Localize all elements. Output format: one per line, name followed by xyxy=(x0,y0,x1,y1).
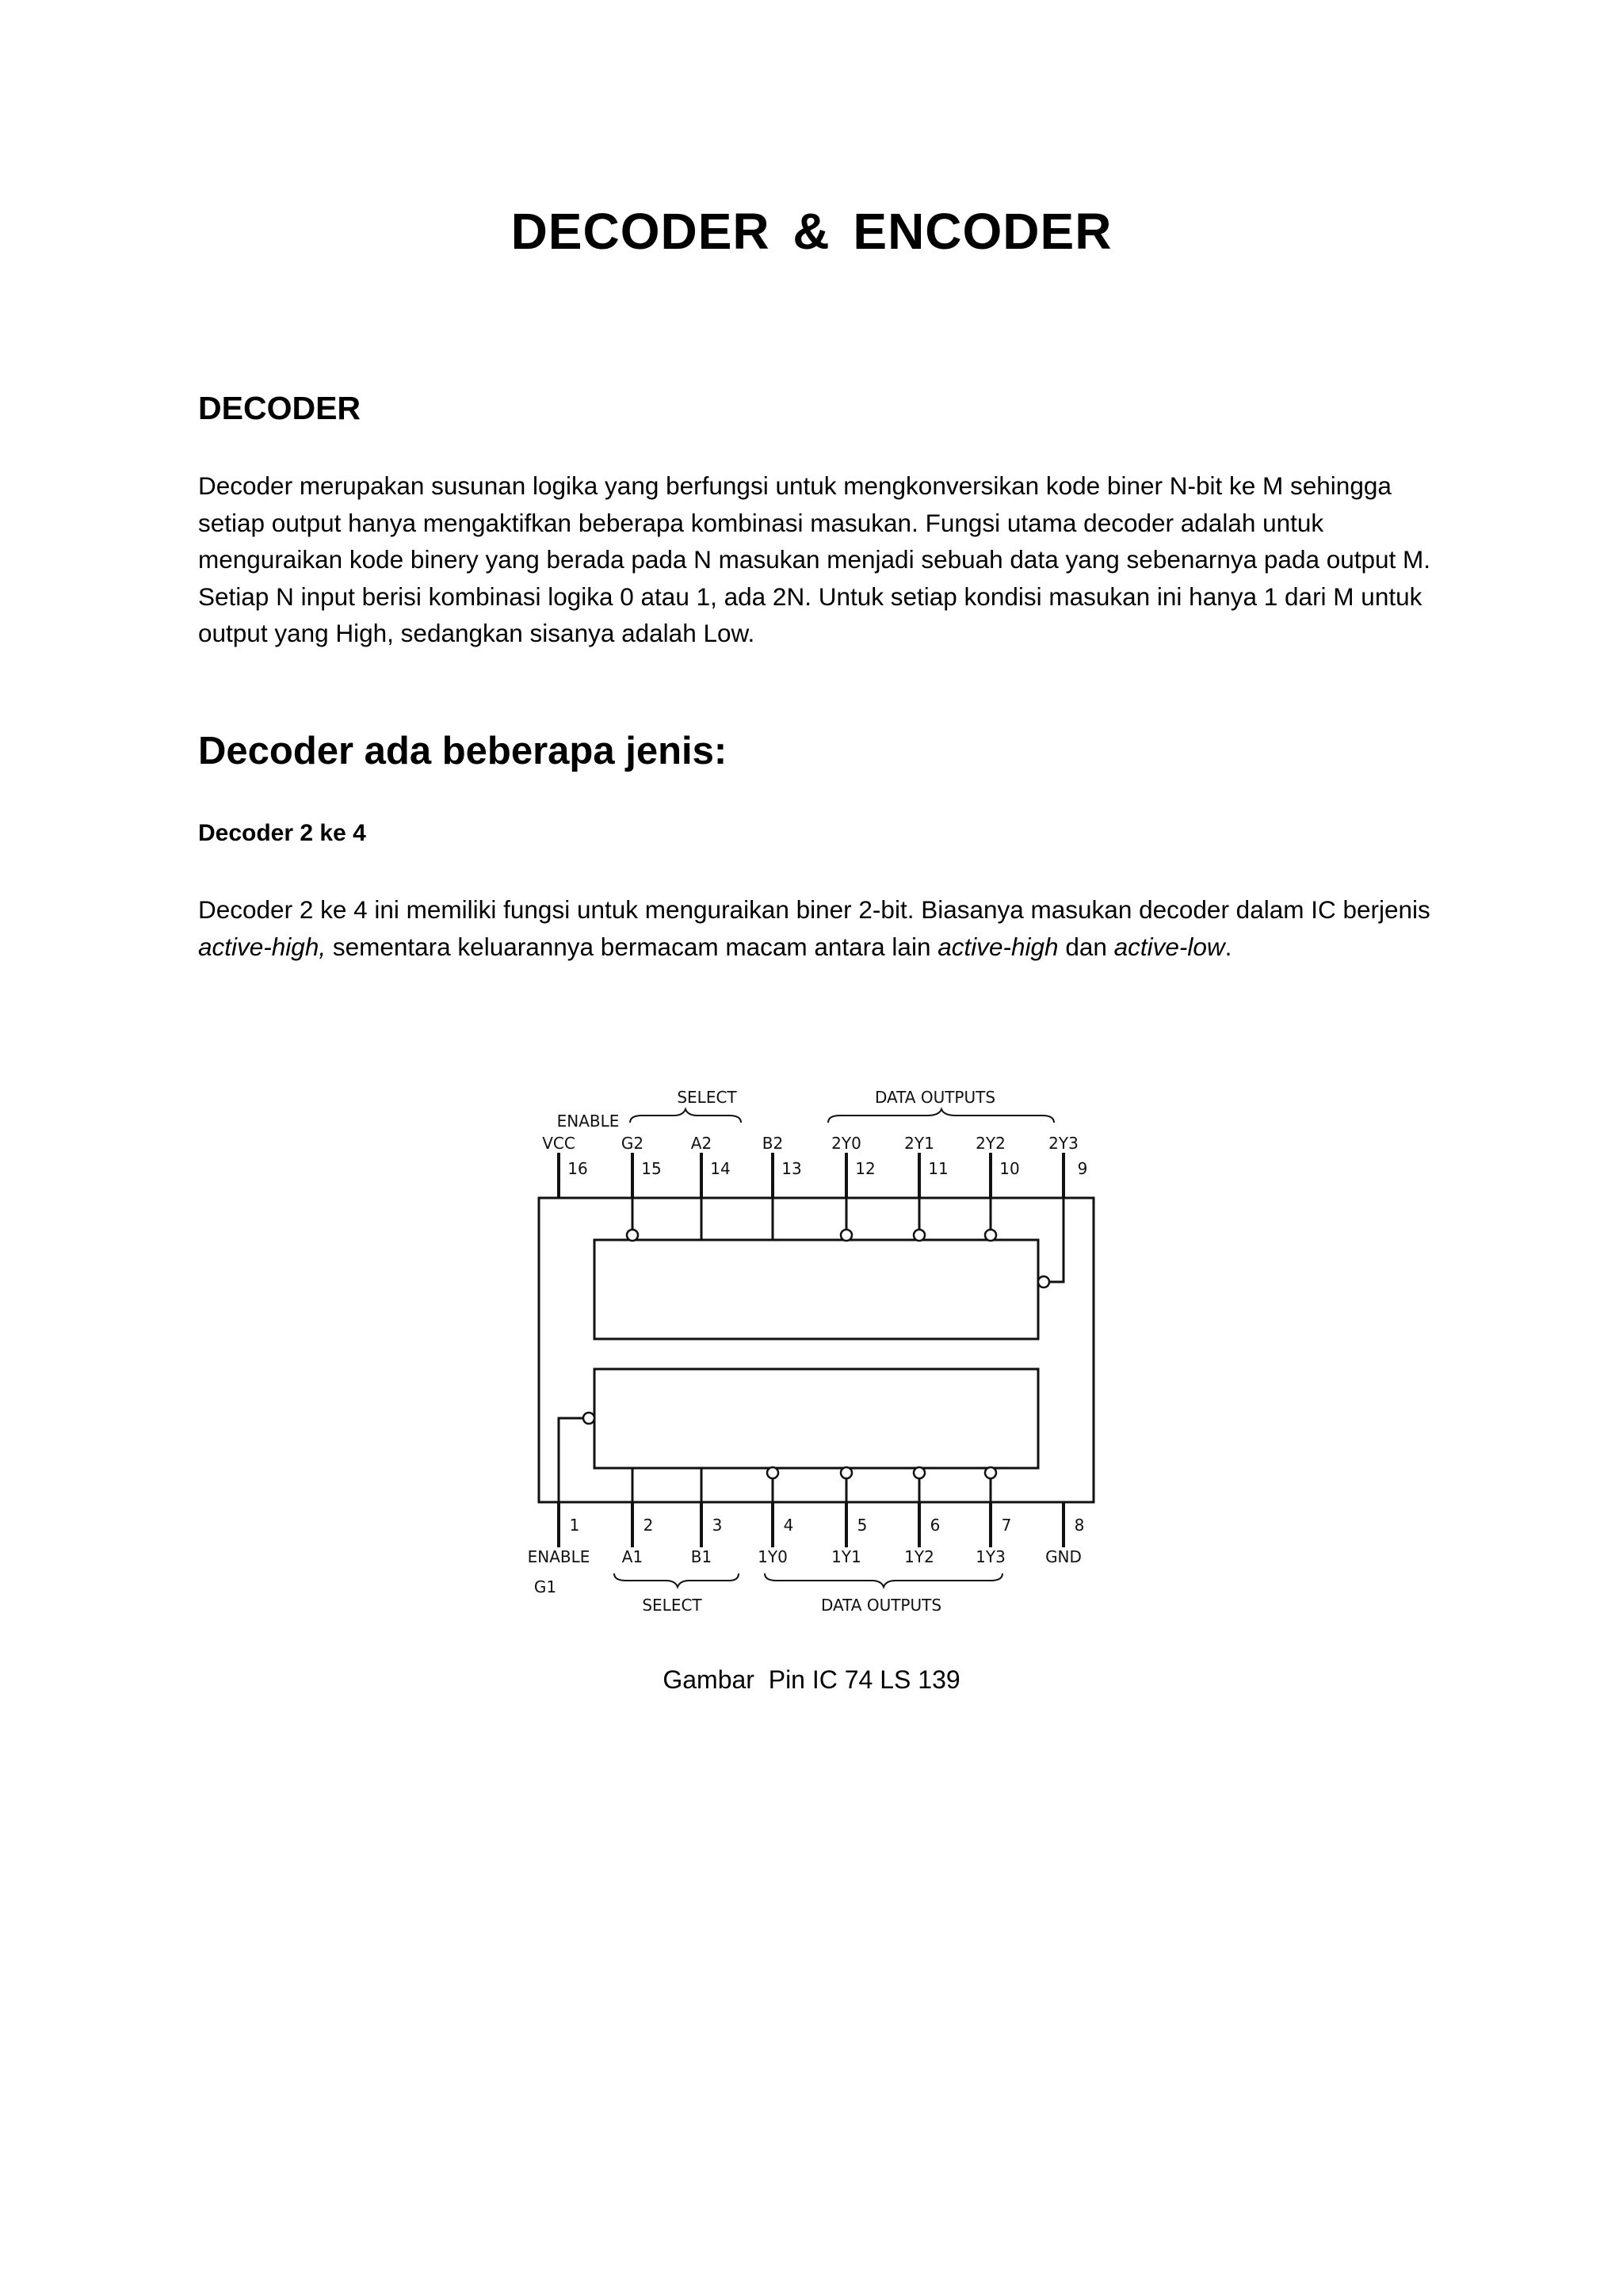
bottom-select-label: SELECT xyxy=(642,1596,702,1615)
pin-2-number: 2 xyxy=(643,1516,654,1535)
top-data-outputs-label: DATA OUTPUTS xyxy=(874,1088,996,1107)
pin-13-number: 13 xyxy=(781,1159,802,1178)
pin-10-number: 10 xyxy=(999,1159,1020,1178)
emphasis-active-high: active-high xyxy=(938,932,1059,961)
pin-6-number: 6 xyxy=(930,1516,941,1535)
emphasis-active-high: active-high, xyxy=(198,932,327,961)
emphasis-active-low: active-low xyxy=(1113,932,1225,961)
pin-9-name: 2Y3 xyxy=(1048,1134,1079,1153)
pin-4-name: 1Y0 xyxy=(758,1547,788,1566)
pin-2-name: A1 xyxy=(621,1547,643,1566)
pin-4-inversion-bubble xyxy=(767,1467,778,1478)
pin-13-name: B2 xyxy=(762,1134,784,1153)
pin-9-number: 9 xyxy=(1077,1159,1088,1178)
pin-4-number: 4 xyxy=(783,1516,794,1535)
select-brace-bottom xyxy=(614,1573,739,1587)
pin-12-number: 12 xyxy=(855,1159,876,1178)
upper-decoder-block xyxy=(594,1240,1038,1339)
pin-10-inversion-bubble xyxy=(985,1230,996,1241)
pin-12-inversion-bubble xyxy=(841,1230,852,1241)
pin-7-number: 7 xyxy=(1001,1516,1012,1535)
pin-8-number: 8 xyxy=(1074,1516,1085,1535)
pin-7-name: 1Y3 xyxy=(976,1547,1006,1566)
paragraph-text: sementara keluarannya bermacam macam antara lain xyxy=(326,932,938,961)
pin-1-name: ENABLE xyxy=(527,1547,590,1566)
top-enable-label: ENABLE xyxy=(556,1112,620,1131)
paragraph-text: Decoder 2 ke 4 ini memiliki fungsi untuk menguraikan biner 2-bit. Biasanya masukan decoder dalam IC berjenis xyxy=(198,895,1430,924)
pin-1-inversion-bubble xyxy=(583,1413,594,1424)
pin-15-name: G2 xyxy=(621,1134,644,1153)
ic-pinout-diagram xyxy=(515,1070,1109,1632)
types-heading: Decoder ada beberapa jenis: xyxy=(198,730,727,772)
pin-7-inversion-bubble xyxy=(985,1467,996,1478)
pin-3-name: B1 xyxy=(690,1547,712,1566)
select-brace-top xyxy=(630,1109,741,1123)
pin-9-trace xyxy=(1049,1198,1064,1282)
pin-1-trace xyxy=(559,1418,583,1502)
pin-14-number: 14 xyxy=(710,1159,731,1178)
paragraph-text: dan xyxy=(1058,932,1114,961)
pin-vcc-name: VCC xyxy=(542,1134,575,1153)
pin-12-name: 2Y0 xyxy=(831,1134,861,1153)
bottom-enable-sub-label: G1 xyxy=(533,1577,557,1596)
pin-14-name: A2 xyxy=(690,1134,712,1153)
pin-11-name: 2Y1 xyxy=(904,1134,934,1153)
pin-15-number: 15 xyxy=(641,1159,662,1178)
ic-package-outline xyxy=(539,1198,1094,1502)
data-outputs-brace-bottom xyxy=(765,1573,1002,1587)
pin-10-name: 2Y2 xyxy=(976,1134,1006,1153)
decoder-2-to-4-heading: Decoder 2 ke 4 xyxy=(198,820,366,846)
pin-5-inversion-bubble xyxy=(841,1467,852,1478)
decoder-2-to-4-paragraph xyxy=(198,891,1450,965)
pin-9-inversion-bubble xyxy=(1038,1276,1049,1287)
page-title: DECODER & ENCODER xyxy=(510,203,1113,260)
pin-3-number: 3 xyxy=(712,1516,723,1535)
pin-6-inversion-bubble xyxy=(914,1467,925,1478)
pin-16-number: 16 xyxy=(567,1159,588,1178)
section-heading-decoder: DECODER xyxy=(198,390,361,426)
top-select-label: SELECT xyxy=(677,1088,737,1107)
pin-11-number: 11 xyxy=(928,1159,949,1178)
pin-15-inversion-bubble xyxy=(627,1230,638,1241)
pin-1-number: 1 xyxy=(569,1516,580,1535)
pin-8-name: GND xyxy=(1045,1547,1082,1566)
pin-11-inversion-bubble xyxy=(914,1230,925,1241)
pin-6-name: 1Y2 xyxy=(904,1547,934,1566)
figure-caption: Gambar Pin IC 74 LS 139 xyxy=(663,1665,960,1694)
bottom-data-outputs-label: DATA OUTPUTS xyxy=(820,1596,942,1615)
data-outputs-brace-top xyxy=(828,1109,1054,1123)
pin-5-name: 1Y1 xyxy=(831,1547,861,1566)
intro-paragraph: Decoder merupakan susunan logika yang berfungsi untuk mengkonversikan kode biner N-bit ke M sehingga setiap output hanya mengaktifkan beberapa kombinasi masukan. Fungsi utama decoder adalah untuk menguraikan kode binery yang berada pada N masukan menjadi sebuah data yang sebenarnya pada output M. Setiap N input berisi kombinasi logika 0 atau 1, ada 2N. Untuk setiap kondisi masukan ini hanya 1 dari M untuk output yang High, sedangkan sisanya adalah Low. xyxy=(198,471,1431,647)
paragraph-text: . xyxy=(1224,932,1232,961)
pin-5-number: 5 xyxy=(857,1516,868,1535)
lower-decoder-block xyxy=(594,1369,1038,1468)
